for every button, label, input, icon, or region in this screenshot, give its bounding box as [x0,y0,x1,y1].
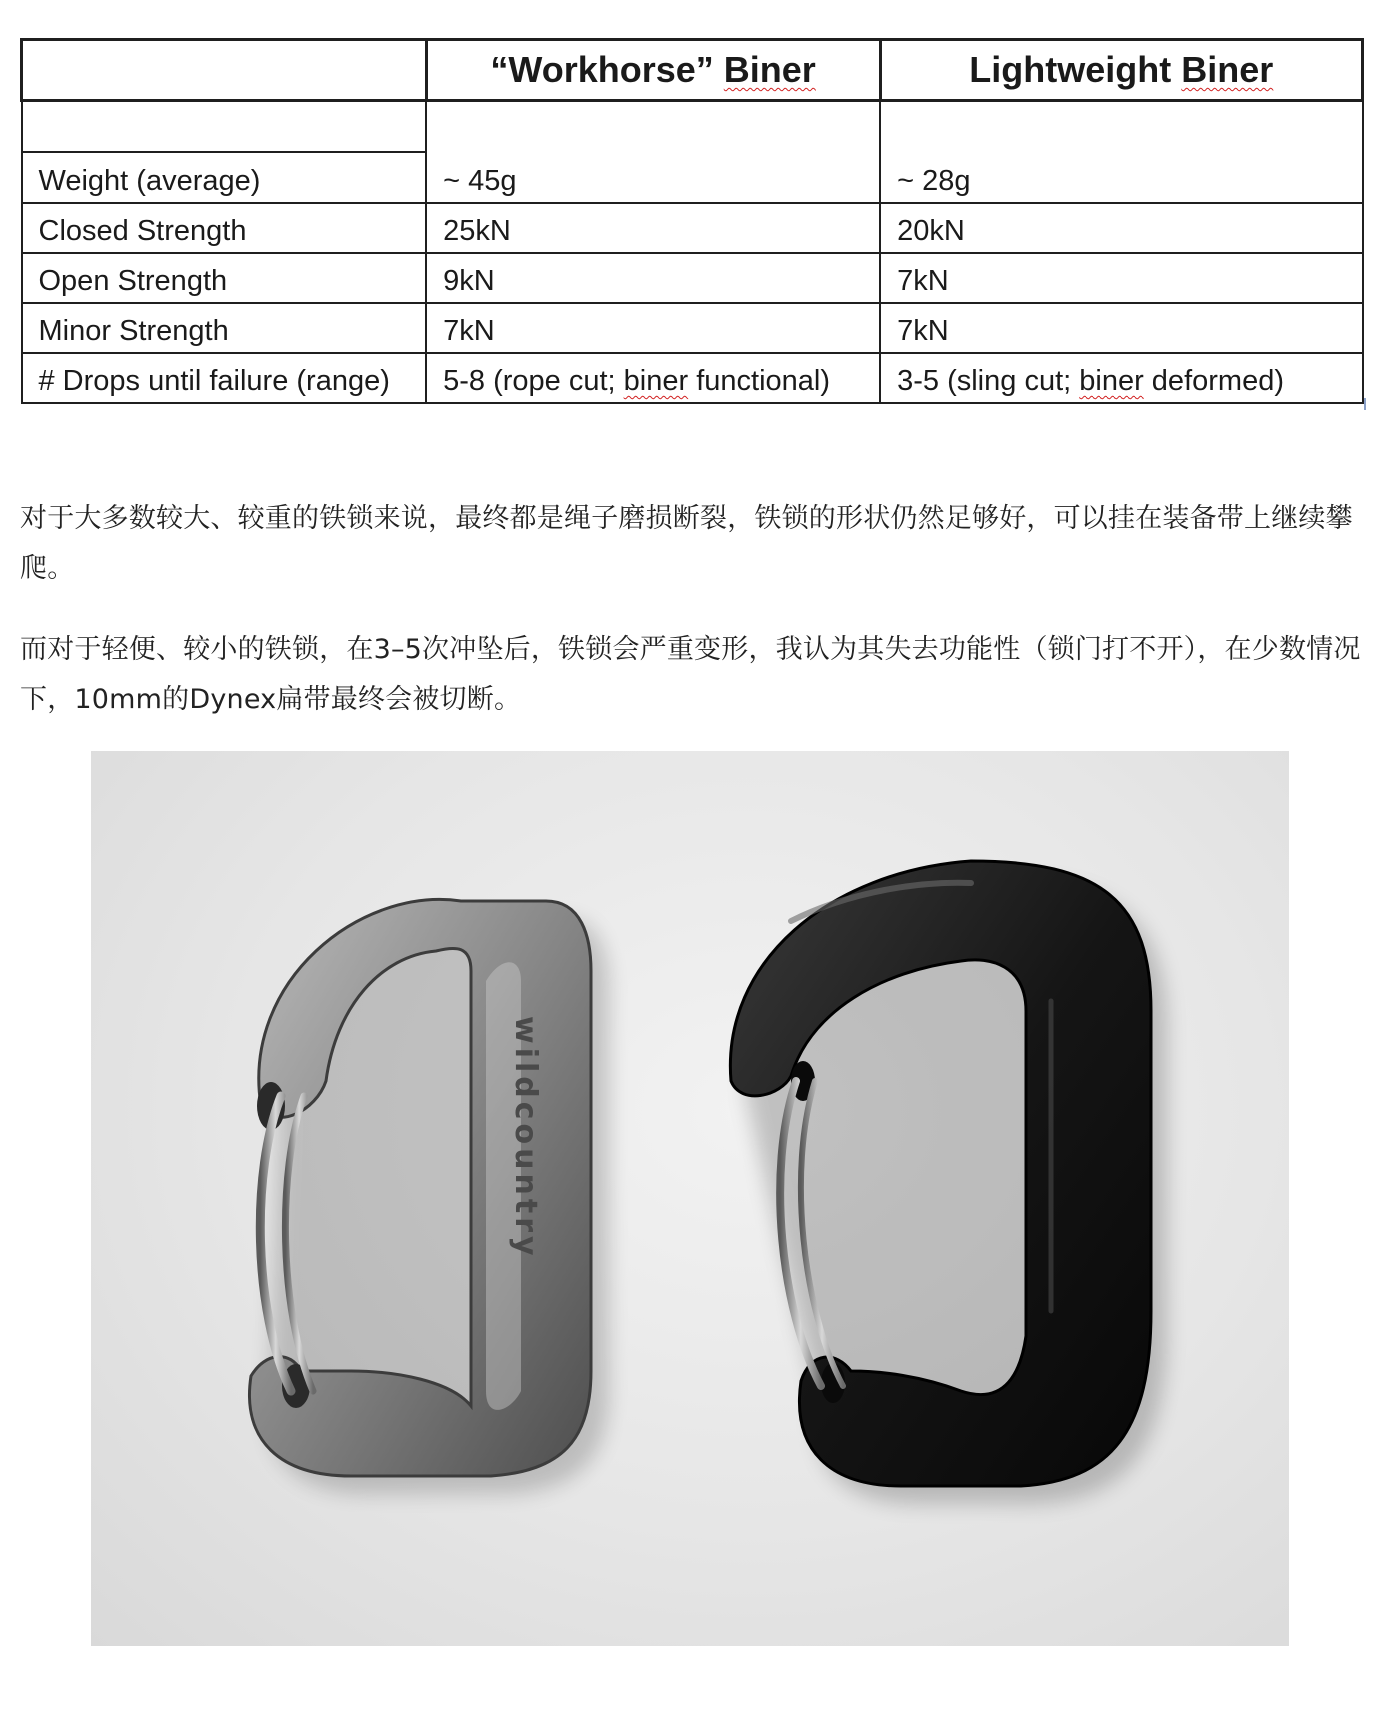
cell-drops-label: # Drops until failure (range) [22,353,427,403]
header-empty-cell [22,40,427,101]
cell-minor-workhorse: 7kN [426,303,880,353]
table-row [22,253,1363,303]
table-row [22,101,1363,153]
cell-minor-label: Minor Strength [22,303,427,353]
cell-drops-lightweight: 3-5 (sling cut; biner deformed) [880,353,1362,403]
comparison-table [20,38,1364,404]
spellcheck-word: Biner [1181,49,1274,90]
cell-weight-label: Weight (average) [22,152,427,203]
table-row [22,353,1363,403]
spellcheck-word: Biner [723,49,816,90]
black-carabiner [730,861,1167,1504]
header-workhorse: “Workhorse” Biner [426,40,880,101]
cell-open-label: Open Strength [22,253,427,303]
cell-weight-workhorse: ~ 45g [426,101,880,204]
spellcheck-word: biner [623,365,689,397]
spacer-cell [22,101,427,153]
cell-closed-label: Closed Strength [22,203,427,253]
carabiners-photo [91,751,1289,1646]
cell-closed-lightweight: 20kN [880,203,1362,253]
paragraph-light-biners: 而对于轻便、较小的铁锁，在3–5次冲坠后，铁锁会严重变形，我认为其失去功能性（锁门打不开），在少数情况下，10mm的Dynex扁带最终会被切断。 [20,634,1361,715]
paragraph-heavy-biners: 对于大多数较大、较重的铁锁来说，最终都是绳子磨损断裂，铁锁的形状仍然足够好，可以挂在装备带上继续攀爬。 [20,503,1353,584]
table-header-row [22,40,1363,101]
cell-weight-lightweight: ~ 28g [880,101,1362,204]
cell-drops-workhorse: 5-8 (rope cut; biner functional) [426,353,880,403]
table-row [22,303,1363,353]
silver-carabiner [249,899,609,1494]
cell-open-lightweight: 7kN [880,253,1362,303]
spellcheck-word: biner [1079,365,1144,397]
edge-mark [1364,398,1366,410]
engraved-brand-text: wildcountry [508,1016,543,1260]
cell-open-workhorse: 9kN [426,253,880,303]
comparison-table-figure [20,38,1364,397]
cell-closed-workhorse: 25kN [426,203,880,253]
table-row [22,203,1363,253]
header-lightweight: Lightweight Biner [880,40,1362,101]
cell-minor-lightweight: 7kN [880,303,1362,353]
